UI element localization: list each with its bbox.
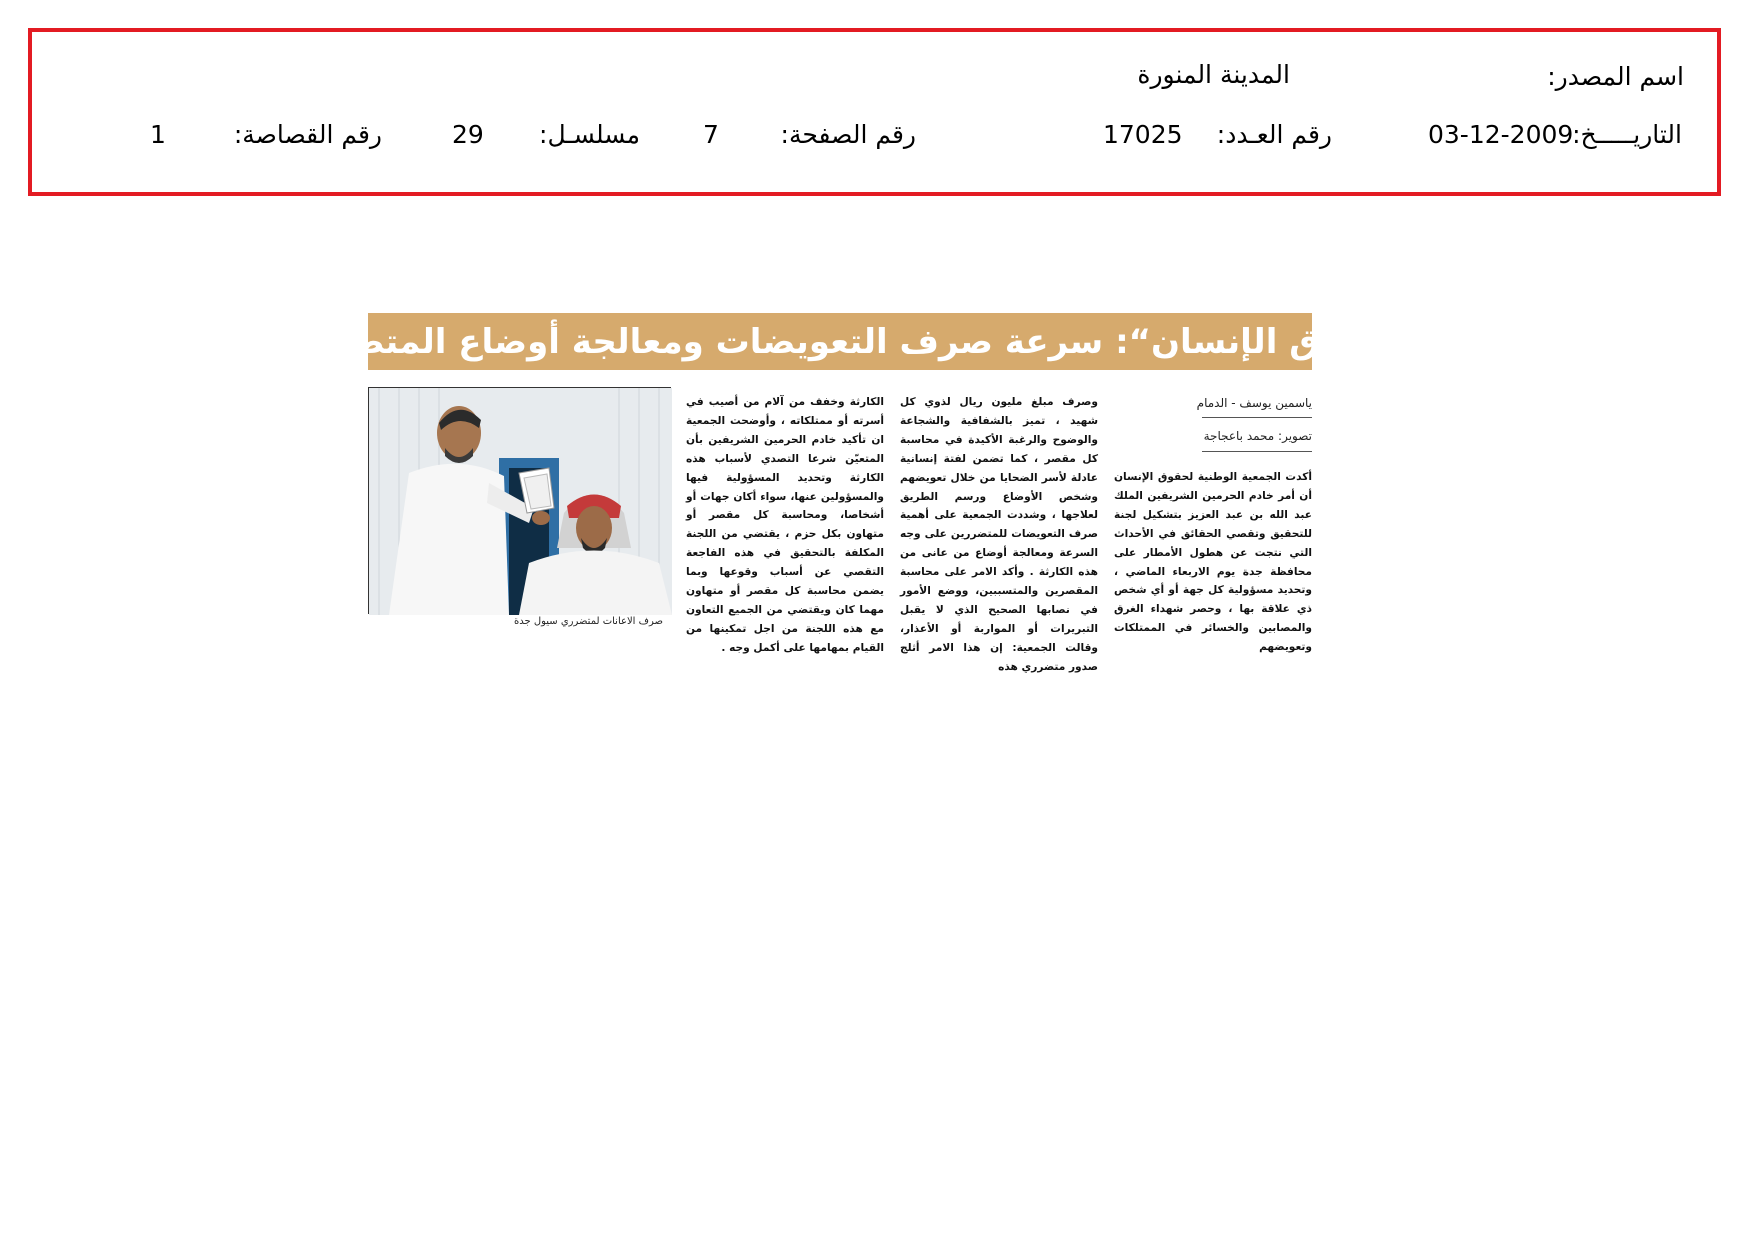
- serial-value: 29: [452, 120, 484, 149]
- article-author: ياسمين يوسف - الدمام: [1196, 396, 1312, 410]
- article-column-1: أكدت الجمعية الوطنية لحقوق الإنسان أن أمر خادم الحرمين الشريفين الملك عبد الله بن عبد العزيز بتشكيل لجنة للتحقيق وتقصي الحقائق في الأحداث التي نتجت عن هطول الأمطار على محافظة جدة يوم الاربعاء الماضي ، وتحديد مسؤولية كل جهة أو أي شخص ذي علاقة بها ، وحصر شهداء الغرق والمصابين والخسائر في الممتلكات وتعويضهم: [1114, 471, 1312, 654]
- byline-divider: [1202, 417, 1312, 418]
- article-column-2: وصرف مبلغ مليون ريال لذوي كل شهيد ، تميز بالشفافية والشجاعة والوضوح والرغبة الأكيدة في محاسبة كل مقصر ، كما تضمن لفتة إنسانية عادلة لأسر الضحايا من خلال تعويضهم وشخص الأوضاع ورسم الطريق لعلاجها ، وشددت الجمعية على أهمية صرف التعويضات للمتضررين على وجه السرعة ومعالجة أوضاع من عانى من هذه الكارثة . وأكد الامر على محاسبة المقصرين والمتسببين، ووضع الأمور في نصابها الصحيح الذي لا يقبل التبريرات أو المواربة أو الأعذار، وقالت الجمعية: إن هذا الامر أثلج صدور متضرري هذه: [900, 396, 1098, 673]
- source-value: المدينة المنورة: [1137, 60, 1290, 89]
- article-photo: [368, 387, 671, 614]
- page-label: رقم الصفحة:: [780, 120, 916, 149]
- headline-banner: [267, 313, 1413, 370]
- clip-value: 1: [150, 120, 166, 149]
- source-label: اسم المصدر:: [1547, 62, 1684, 91]
- photo-two-men-icon: [369, 388, 672, 615]
- article-headline: ”حقوق الإنسان“: سرعة صرف التعويضات ومعالجة أوضاع المتضررين: [267, 321, 1413, 362]
- article-column-3: الكارثة وخفف من آلام من أصيب في أسرته أو ممتلكاته ، وأوضحت الجمعية ان تأكيد خادم الحرمين الشريفين بأن المتعيّن شرعا التصدي لأسباب هذه الكارثة وتحديد المسؤولية فيها والمسؤولين عنها، سواء أكان جهات أو أشخاصا، ومحاسبة كل مقصر أو متهاون بكل حزم ، يقتضي من اللجنة المكلفة بالتحقيق في هذه الفاجعة التقصي عن أسباب وقوعها وبما يضمن محاسبة كل مقصر أو متهاون مهما كان ويقتضي من الجميع التعاون مع هذه اللجنة من اجل تمكينها من القيام بمهامها على أكمل وجه .: [686, 396, 884, 654]
- date-label: التاريـــــخ:: [1572, 120, 1682, 149]
- issue-value: 17025: [1103, 120, 1183, 149]
- clip-label: رقم القصاصة:: [233, 120, 382, 149]
- article-photographer: تصوير: محمد باعجاجة: [1203, 429, 1312, 443]
- photo-caption: صرف الاعانات لمتضرري سيول جدة: [513, 616, 663, 627]
- clipping-info-box: [28, 28, 1721, 196]
- page-value: 7: [703, 120, 719, 149]
- serial-label: مسلسـل:: [539, 120, 640, 149]
- issue-label: رقم العـدد:: [1216, 120, 1332, 149]
- date-value: 03-12-2009: [1428, 120, 1574, 149]
- byline-divider: [1202, 451, 1312, 452]
